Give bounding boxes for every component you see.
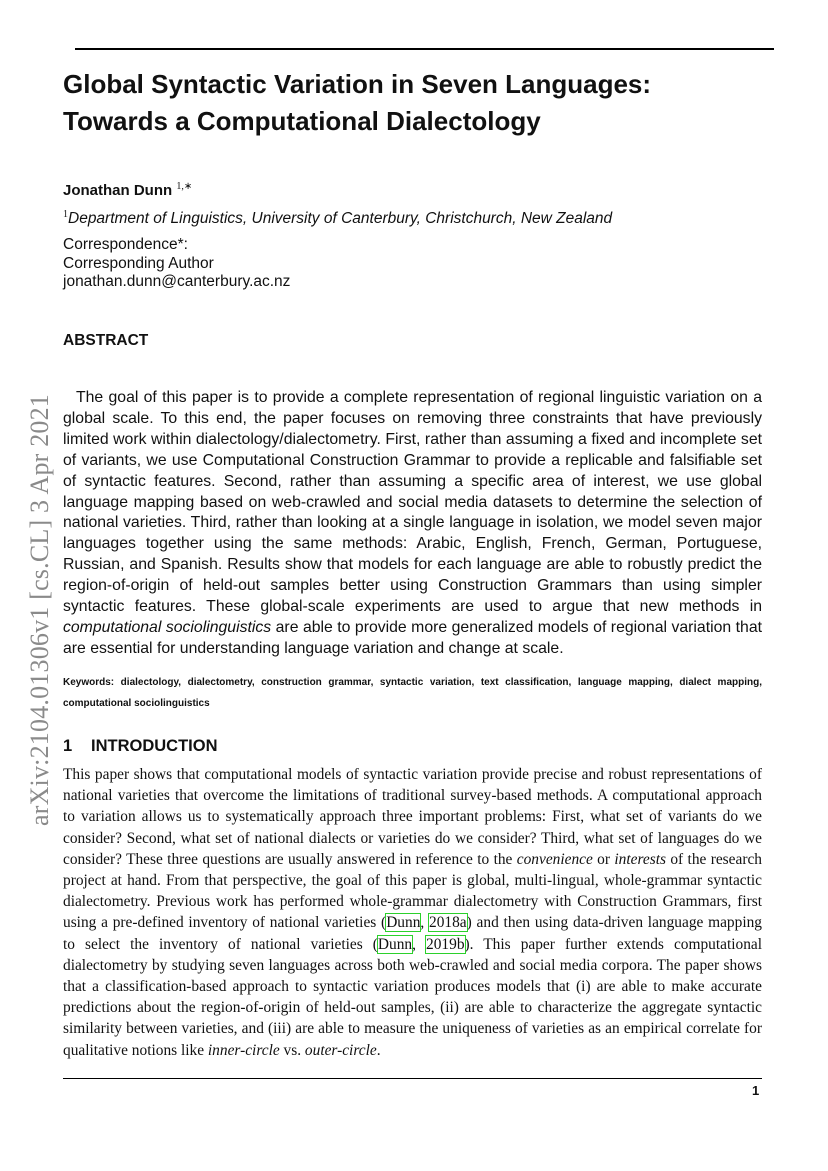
- intro-text: This paper shows that computational models of syntactic variation provide precise and robust representations of national varieties that overcome the limitations of traditional survey-based methods. A computational approach to variation allows us to systematically approach three important problems: First, what set of variants do we consider? Second, what set of national dialects or varieties do we consider? Third, what set of languages do we consider? These three questions are usually answered in reference to the: [63, 766, 762, 868]
- correspondence-block: [63, 236, 290, 292]
- citation-link-author[interactable]: Dunn: [386, 914, 421, 932]
- corresponding-role: Corresponding Author: [63, 254, 214, 272]
- citation-link-author[interactable]: Dunn: [377, 935, 413, 953]
- intro-emphasis: convenience: [516, 850, 593, 868]
- affiliation: [63, 209, 612, 228]
- affiliation-text: Department of Linguistics, University of Canterbury, Christchurch, New Zealand: [68, 210, 613, 228]
- citation-link-year[interactable]: 2018a: [429, 914, 467, 932]
- author-name: Jonathan Dunn: [63, 182, 173, 199]
- citation-link-year[interactable]: 2019b: [426, 935, 465, 953]
- abstract-part: are able to provide more generalized models of regional variation that are essential for understanding language variation and change at scale.: [63, 618, 762, 657]
- author-line: [63, 181, 192, 199]
- page-number: 1: [752, 1083, 760, 1098]
- arxiv-stamp: arXiv:2104.01306v1 [cs.CL] 3 Apr 2021: [25, 393, 54, 827]
- abstract-heading: ABSTRACT: [63, 332, 149, 349]
- paper-title: Global Syntactic Variation in Seven Languages: Towards a Computational Dialectology: [63, 69, 652, 136]
- intro-text: or: [592, 850, 615, 868]
- corresponding-email[interactable]: jonathan.dunn@canterbury.ac.nz: [63, 273, 291, 290]
- intro-emphasis: outer-circle: [304, 1041, 377, 1059]
- affiliation-mark: 1: [63, 209, 68, 220]
- intro-text: .: [376, 1041, 381, 1059]
- intro-text: ). This paper further extends computational dialectometry by studying seven languages across both web-crawled and social media corpora. The paper shows that a classification-based approach to syntactic variation produces models that (i) are able to make accurate predictions about the region-of-origin of held-out samples, (ii) are able to characterize the aggregate syntactic similarity between varieties, and (iii) are able to measure the uniqueness of varieties as an empirical correlate for qualitative notions like: [63, 935, 763, 1059]
- section-title: INTRODUCTION: [91, 737, 218, 755]
- footer-rule: [63, 1078, 762, 1079]
- keywords: Keywords: dialectology, dialectometry, construction grammar, syntactic variation, text classification, language mapping, dialect mapping, computational sociolinguistics: [63, 677, 762, 709]
- intro-emphasis: interests: [614, 850, 666, 868]
- header-rule: [75, 48, 774, 50]
- section-heading-introduction: [63, 737, 218, 756]
- abstract-part: The goal of this paper is to provide a complete representation of regional linguistic variation on a global scale. To this end, the paper focuses on removing three constraints that have previously limited work within dialectology/dialectometry. First, rather than assuming a fixed and incomplete set of variants, we use Computational Construction Grammar to provide a replicable and falsifiable set of syntactic features. Second, rather than assuming a specific area of interest, we use global language mapping based on web-crawled and social media datasets to determine the selection of national varieties. Third, rather than looking at a single language in isolation, we model seven major languages together using the same methods: Arabic, English, French, German, Portuguese, Russian, and Spanish. Results show that models for each language are able to robustly predict the region-of-origin of held-out samples better using Construction Grammars than using simpler syntactic features. These global-scale experiments are used to argue that new methods in: [63, 389, 762, 616]
- intro-emphasis: inner-circle: [207, 1041, 280, 1059]
- intro-text: of the research project at hand. From that perspective, the goal of this paper is global, multi-lingual, whole-grammar syntactic dialectometry. Previous work has performed whole-grammar dialectometry with Construction Grammars, first using a pre-defined inventory of national varieties (: [63, 850, 762, 932]
- correspondence-label: Correspondence*:: [63, 236, 188, 253]
- abstract-emphasis: computational sociolinguistics: [63, 618, 272, 636]
- section-number: 1: [63, 737, 73, 755]
- abstract-text: [63, 388, 762, 660]
- intro-text: ) and then using data-driven language mapping to select the inventory of national varieties (: [63, 914, 762, 953]
- introduction-paragraph: This paper shows that computational models of syntactic variation provide precise and robust representations of national varieties that overcome the limitations of traditional survey-based methods. A computational approach to variation allows us to systematically approach three important problems: First, what set of variants do we consider? Second, what set of national dialects or varieties do we consider? Third, what set of languages do we consider? These three questions are usually answered in reference to the convenience or interests of the research project at hand. From that perspective, the goal of this paper is global, multi-lingual, whole-grammar syntactic dialectometry. Previous work has performed whole-grammar dialectometry with Construction Grammars, first using a pre-defined inventory of national varieties (Dunn, 2018a) and then using data-driven language mapping to select the inventory of national varieties (Dunn, 2019b). This paper further extends computational dialectometry by studying seven languages across both web-crawled and social media corpora. The paper shows that a classification-based approach to syntactic variation produces models that (i) are able to make accurate predictions about the region-of-origin of held-out samples, (ii) are able to characterize the aggregate syntactic similarity between varieties, and (iii) are able to measure the uniqueness of varieties as an empirical correlate for qualitative notions like inner-circle vs. outer-circle.: [63, 766, 763, 1059]
- author-marks: 1,∗: [176, 181, 193, 192]
- intro-text: vs.: [279, 1041, 305, 1059]
